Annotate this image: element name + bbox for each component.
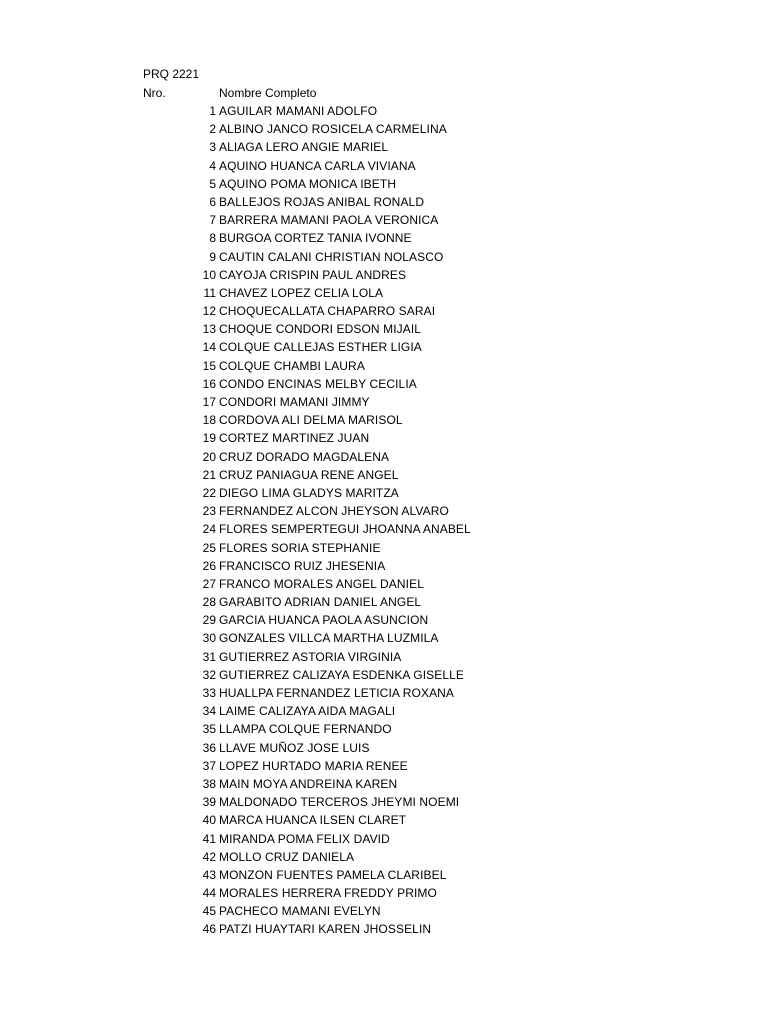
row-number: 13 <box>202 322 216 337</box>
row-full-name: CORDOVA ALI DELMA MARISOL <box>219 413 403 428</box>
row-number: 27 <box>202 576 216 591</box>
row-full-name: FLORES SORIA STEPHANIE <box>219 540 381 555</box>
row-number: 30 <box>202 631 216 646</box>
row-number: 4 <box>209 158 216 173</box>
name-list <box>143 102 563 939</box>
row-number: 24 <box>202 522 216 537</box>
row-number: 12 <box>202 304 216 319</box>
row-number: 37 <box>202 758 216 773</box>
row-full-name: GARCIA HUANCA PAOLA ASUNCION <box>219 613 429 628</box>
list-item <box>143 702 563 720</box>
list-item <box>143 848 563 866</box>
row-number: 26 <box>202 558 216 573</box>
list-item <box>143 775 563 793</box>
row-number: 5 <box>209 176 216 191</box>
list-item <box>143 830 563 848</box>
row-number: 42 <box>202 849 216 864</box>
row-full-name: CONDO ENCINAS MELBY CECILIA <box>219 376 417 391</box>
row-number: 2 <box>209 122 216 137</box>
row-number: 28 <box>202 595 216 610</box>
list-item <box>143 557 563 575</box>
row-full-name: CAYOJA CRISPIN PAUL ANDRES <box>219 267 407 282</box>
row-full-name: BURGOA CORTEZ TANIA IVONNE <box>219 231 412 246</box>
row-number: 11 <box>203 285 216 300</box>
row-number: 3 <box>209 140 216 155</box>
row-full-name: BARRERA MAMANI PAOLA VERONICA <box>219 213 439 228</box>
row-full-name: MORALES HERRERA FREDDY PRIMO <box>219 886 437 901</box>
list-item <box>143 539 563 557</box>
row-full-name: DIEGO LIMA GLADYS MARITZA <box>219 485 399 500</box>
list-item <box>143 120 563 138</box>
row-number: 9 <box>209 249 216 264</box>
row-number: 29 <box>202 613 216 628</box>
row-number: 36 <box>202 740 216 755</box>
list-item <box>143 302 563 320</box>
list-item <box>143 429 563 447</box>
column-header-name: Nombre Completo <box>219 86 317 100</box>
list-item <box>143 138 563 156</box>
row-full-name: LAIME CALIZAYA AIDA MAGALI <box>219 704 396 719</box>
row-number: 8 <box>209 231 216 246</box>
list-item <box>143 393 563 411</box>
row-number: 15 <box>202 358 216 373</box>
row-full-name: CRUZ PANIAGUA RENE ANGEL <box>219 467 399 482</box>
row-full-name: CORTEZ MARTINEZ JUAN <box>219 431 370 446</box>
list-item <box>143 920 563 938</box>
row-full-name: COLQUE CHAMBI LAURA <box>219 358 365 373</box>
list-item <box>143 284 563 302</box>
list-item <box>143 266 563 284</box>
row-full-name: MONZON FUENTES PAMELA CLARIBEL <box>219 867 447 882</box>
row-number: 25 <box>202 540 216 555</box>
row-number: 7 <box>209 213 216 228</box>
row-number: 23 <box>202 504 216 519</box>
row-number: 46 <box>202 922 216 937</box>
row-full-name: LLAMPA COLQUE FERNANDO <box>219 722 392 737</box>
list-item <box>143 757 563 775</box>
row-full-name: COLQUE CALLEJAS ESTHER LIGIA <box>219 340 422 355</box>
row-full-name: LLAVE MUÑOZ JOSE LUIS <box>219 740 370 755</box>
row-number: 39 <box>202 795 216 810</box>
row-full-name: ALBINO JANCO ROSICELA CARMELINA <box>219 122 447 137</box>
list-item <box>143 902 563 920</box>
row-number: 38 <box>202 776 216 791</box>
row-number: 17 <box>202 395 216 409</box>
list-item <box>143 157 563 175</box>
row-full-name: FERNANDEZ ALCON JHEYSON ALVARO <box>219 504 449 519</box>
list-item <box>143 484 563 502</box>
row-full-name: CHAVEZ LOPEZ CELIA LOLA <box>219 285 384 300</box>
row-full-name: GUTIERREZ ASTORIA VIRGINIA <box>219 649 402 664</box>
list-item <box>143 648 563 666</box>
row-number: 16 <box>202 376 216 391</box>
row-number: 20 <box>202 449 216 464</box>
row-full-name: CAUTIN CALANI CHRISTIAN NOLASCO <box>219 249 444 264</box>
list-item <box>143 320 563 338</box>
list-item <box>143 575 563 593</box>
row-full-name: FRANCO MORALES ANGEL DANIEL <box>219 576 424 591</box>
row-number: 6 <box>209 194 216 209</box>
list-item <box>143 338 563 356</box>
row-full-name: GONZALES VILLCA MARTHA LUZMILA <box>219 631 439 646</box>
list-item <box>143 175 563 193</box>
list-item <box>143 666 563 684</box>
row-number: 35 <box>202 722 216 737</box>
list-item <box>143 811 563 829</box>
row-number: 41 <box>202 831 216 846</box>
row-full-name: LOPEZ HURTADO MARIA RENEE <box>219 758 408 773</box>
row-full-name: FRANCISCO RUIZ JHESENIA <box>219 558 386 573</box>
list-item <box>143 866 563 884</box>
row-full-name: MALDONADO TERCEROS JHEYMI NOEMI <box>219 795 460 810</box>
row-full-name: GUTIERREZ CALIZAYA ESDENKA GISELLE <box>219 667 465 682</box>
list-item <box>143 793 563 811</box>
row-full-name: GARABITO ADRIAN DANIEL ANGEL <box>219 595 422 610</box>
list-item <box>143 448 563 466</box>
list-item <box>143 375 563 393</box>
list-item <box>143 520 563 538</box>
row-number: 45 <box>202 904 216 919</box>
row-number: 40 <box>202 813 216 828</box>
row-full-name: AQUINO POMA MONICA IBETH <box>219 176 397 191</box>
list-item <box>143 229 563 247</box>
row-full-name: AGUILAR MAMANI ADOLFO <box>219 104 378 118</box>
row-number: 33 <box>202 686 216 700</box>
list-item <box>143 502 563 520</box>
row-number: 1 <box>209 104 216 118</box>
row-full-name: MAIN MOYA ANDREINA KAREN <box>219 776 398 791</box>
list-item <box>143 211 563 229</box>
row-full-name: CHOQUECALLATA CHAPARRO SARAI <box>219 304 436 319</box>
row-full-name: CHOQUE CONDORI EDSON MIJAIL <box>219 322 422 337</box>
list-item <box>143 102 563 120</box>
row-number: 19 <box>202 431 216 446</box>
row-full-name: FLORES SEMPERTEGUI JHOANNA ANABEL <box>219 522 471 537</box>
row-full-name: PATZI HUAYTARI KAREN JHOSSELIN <box>219 922 432 937</box>
list-item <box>143 720 563 738</box>
row-full-name: CRUZ DORADO MAGDALENA <box>219 449 390 464</box>
list-item <box>143 466 563 484</box>
row-number: 43 <box>202 867 216 882</box>
row-full-name: MIRANDA POMA FELIX DAVID <box>219 831 390 846</box>
list-item <box>143 611 563 629</box>
list-item <box>143 248 563 266</box>
column-header-number: Nro. <box>143 86 166 100</box>
list-item <box>143 357 563 375</box>
table-header <box>143 84 543 102</box>
list-item <box>143 193 563 211</box>
list-item <box>143 684 563 702</box>
list-item <box>143 884 563 902</box>
row-full-name: AQUINO HUANCA CARLA VIVIANA <box>219 158 416 173</box>
row-number: 31 <box>202 649 216 664</box>
list-item <box>143 629 563 647</box>
list-item <box>143 739 563 757</box>
row-number: 18 <box>202 413 216 428</box>
row-full-name: HUALLPA FERNANDEZ LETICIA ROXANA <box>219 686 455 700</box>
row-full-name: BALLEJOS ROJAS ANIBAL RONALD <box>219 194 425 209</box>
document-title: PRQ 2221 <box>143 67 200 81</box>
row-number: 32 <box>202 667 216 682</box>
row-full-name: ALIAGA LERO ANGIE MARIEL <box>219 140 389 155</box>
row-number: 22 <box>202 485 216 500</box>
row-full-name: MOLLO CRUZ DANIELA <box>219 849 355 864</box>
row-full-name: PACHECO MAMANI EVELYN <box>219 904 381 919</box>
row-full-name: CONDORI MAMANI JIMMY <box>219 395 370 409</box>
row-number: 34 <box>202 704 216 719</box>
row-full-name: MARCA HUANCA ILSEN CLARET <box>219 813 407 828</box>
row-number: 44 <box>202 886 216 901</box>
row-number: 21 <box>202 467 216 482</box>
row-number: 14 <box>202 340 216 355</box>
list-item <box>143 411 563 429</box>
list-item <box>143 593 563 611</box>
row-number: 10 <box>202 267 216 282</box>
